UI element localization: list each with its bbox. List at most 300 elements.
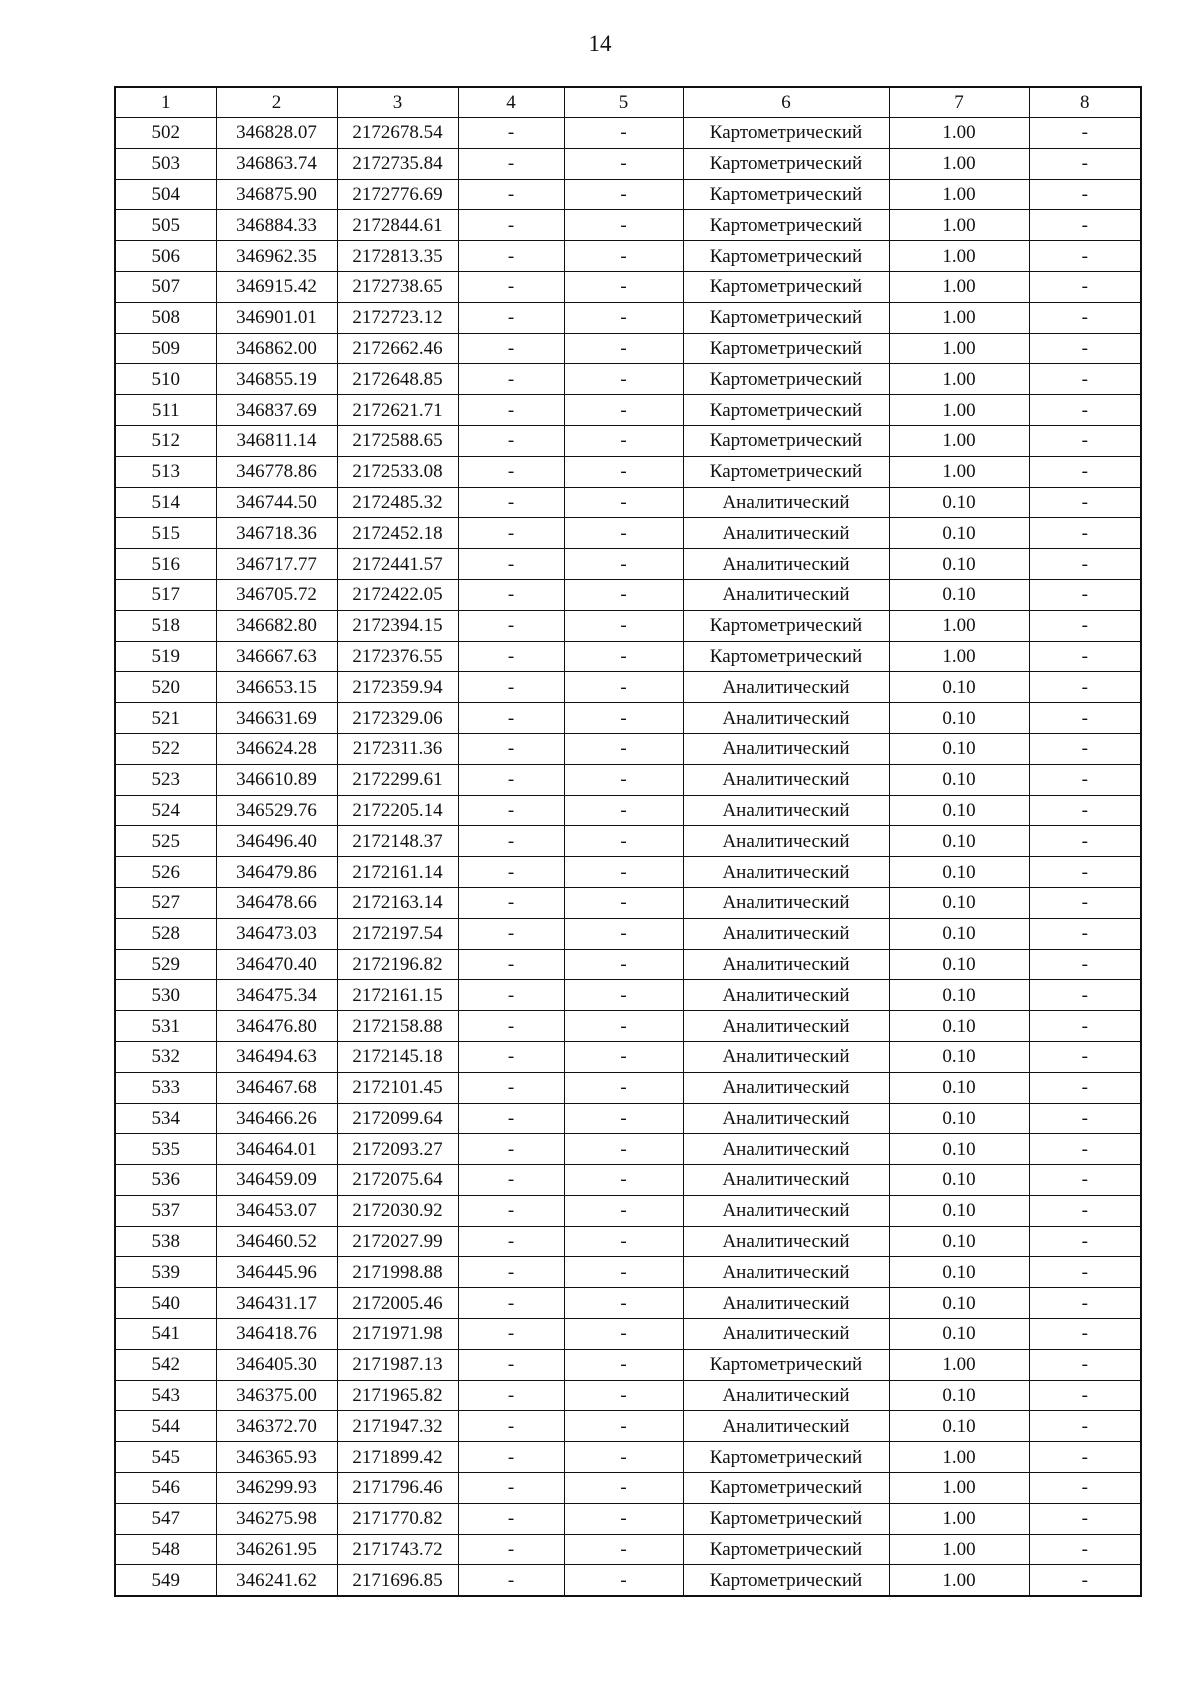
column-5-cell: - [564,887,683,918]
column-5-cell: - [564,1288,683,1319]
accuracy-cell: 0.10 [889,672,1029,703]
column-8-cell: - [1029,1103,1141,1134]
point-number-cell: 542 [115,1349,216,1380]
point-number-cell: 547 [115,1503,216,1534]
column-4-cell: - [458,1011,564,1042]
accuracy-cell: 0.10 [889,1103,1029,1134]
column-4-cell: - [458,949,564,980]
column-5-cell: - [564,949,683,980]
column-4-cell: - [458,549,564,580]
method-cell: Аналитический [683,1257,889,1288]
x-coordinate-cell: 346464.01 [216,1134,337,1165]
method-cell: Аналитический [683,703,889,734]
table-row [115,1226,1141,1257]
method-cell: Картометрический [683,1534,889,1565]
column-4-cell: - [458,703,564,734]
column-4-cell: - [458,733,564,764]
method-cell: Аналитический [683,1226,889,1257]
column-4-cell: - [458,857,564,888]
y-coordinate-cell: 2172588.65 [337,425,458,456]
column-header: 6 [683,87,889,118]
column-5-cell: - [564,395,683,426]
column-5-cell: - [564,1534,683,1565]
accuracy-cell: 0.10 [889,1288,1029,1319]
column-4-cell: - [458,302,564,333]
x-coordinate-cell: 346365.93 [216,1442,337,1473]
accuracy-cell: 1.00 [889,641,1029,672]
column-8-cell: - [1029,1534,1141,1565]
column-8-cell: - [1029,549,1141,580]
column-4-cell: - [458,118,564,149]
point-number-cell: 518 [115,610,216,641]
x-coordinate-cell: 346884.33 [216,210,337,241]
column-4-cell: - [458,1165,564,1196]
method-cell: Аналитический [683,733,889,764]
point-number-cell: 541 [115,1319,216,1350]
table-row [115,826,1141,857]
y-coordinate-cell: 2171965.82 [337,1380,458,1411]
column-5-cell: - [564,210,683,241]
column-4-cell: - [458,1473,564,1504]
column-5-cell: - [564,579,683,610]
column-4-cell: - [458,579,564,610]
y-coordinate-cell: 2171743.72 [337,1534,458,1565]
column-4-cell: - [458,210,564,241]
y-coordinate-cell: 2172101.45 [337,1072,458,1103]
column-4-cell: - [458,1380,564,1411]
x-coordinate-cell: 346855.19 [216,364,337,395]
accuracy-cell: 1.00 [889,1349,1029,1380]
method-cell: Картометрический [683,118,889,149]
x-coordinate-cell: 346682.80 [216,610,337,641]
method-cell: Аналитический [683,887,889,918]
y-coordinate-cell: 2171696.85 [337,1565,458,1596]
accuracy-cell: 1.00 [889,364,1029,395]
accuracy-cell: 1.00 [889,1565,1029,1596]
column-8-cell: - [1029,1226,1141,1257]
table-row [115,1411,1141,1442]
point-number-cell: 531 [115,1011,216,1042]
y-coordinate-cell: 2172163.14 [337,887,458,918]
method-cell: Аналитический [683,918,889,949]
table-row [115,487,1141,518]
column-4-cell: - [458,395,564,426]
y-coordinate-cell: 2172161.15 [337,980,458,1011]
column-5-cell: - [564,425,683,456]
column-8-cell: - [1029,949,1141,980]
point-number-cell: 528 [115,918,216,949]
table-row [115,579,1141,610]
x-coordinate-cell: 346418.76 [216,1319,337,1350]
y-coordinate-cell: 2172299.61 [337,764,458,795]
table-row [115,1165,1141,1196]
column-4-cell: - [458,1195,564,1226]
table-row [115,1534,1141,1565]
table-row [115,949,1141,980]
x-coordinate-cell: 346653.15 [216,672,337,703]
column-8-cell: - [1029,887,1141,918]
column-5-cell: - [564,148,683,179]
column-8-cell: - [1029,1380,1141,1411]
y-coordinate-cell: 2172093.27 [337,1134,458,1165]
table-row [115,1442,1141,1473]
x-coordinate-cell: 346705.72 [216,579,337,610]
column-5-cell: - [564,1257,683,1288]
table-row [115,271,1141,302]
accuracy-cell: 0.10 [889,1011,1029,1042]
column-5-cell: - [564,641,683,672]
column-8-cell: - [1029,1503,1141,1534]
table-row [115,1565,1141,1596]
y-coordinate-cell: 2171796.46 [337,1473,458,1504]
method-cell: Аналитический [683,764,889,795]
x-coordinate-cell: 346241.62 [216,1565,337,1596]
table-row [115,241,1141,272]
table-row [115,1134,1141,1165]
column-5-cell: - [564,1011,683,1042]
x-coordinate-cell: 346478.66 [216,887,337,918]
method-cell: Картометрический [683,1473,889,1504]
table-row [115,179,1141,210]
table-row [115,1257,1141,1288]
column-8-cell: - [1029,672,1141,703]
column-8-cell: - [1029,857,1141,888]
x-coordinate-cell: 346299.93 [216,1473,337,1504]
table-row [115,1072,1141,1103]
column-8-cell: - [1029,179,1141,210]
accuracy-cell: 0.10 [889,1134,1029,1165]
table-row [115,1503,1141,1534]
y-coordinate-cell: 2172158.88 [337,1011,458,1042]
point-number-cell: 538 [115,1226,216,1257]
method-cell: Картометрический [683,364,889,395]
accuracy-cell: 0.10 [889,518,1029,549]
column-4-cell: - [458,1288,564,1319]
column-5-cell: - [564,1072,683,1103]
accuracy-cell: 1.00 [889,148,1029,179]
point-number-cell: 533 [115,1072,216,1103]
x-coordinate-cell: 346744.50 [216,487,337,518]
column-4-cell: - [458,1072,564,1103]
x-coordinate-cell: 346261.95 [216,1534,337,1565]
column-5-cell: - [564,1195,683,1226]
x-coordinate-cell: 346275.98 [216,1503,337,1534]
accuracy-cell: 1.00 [889,302,1029,333]
method-cell: Аналитический [683,1041,889,1072]
column-5-cell: - [564,241,683,272]
x-coordinate-cell: 346466.26 [216,1103,337,1134]
column-5-cell: - [564,333,683,364]
point-number-cell: 545 [115,1442,216,1473]
point-number-cell: 507 [115,271,216,302]
column-8-cell: - [1029,1195,1141,1226]
column-4-cell: - [458,456,564,487]
column-5-cell: - [564,271,683,302]
method-cell: Картометрический [683,1442,889,1473]
method-cell: Картометрический [683,179,889,210]
x-coordinate-cell: 346631.69 [216,703,337,734]
point-number-cell: 535 [115,1134,216,1165]
column-5-cell: - [564,1380,683,1411]
column-4-cell: - [458,1041,564,1072]
accuracy-cell: 0.10 [889,1319,1029,1350]
accuracy-cell: 1.00 [889,395,1029,426]
column-5-cell: - [564,1226,683,1257]
column-5-cell: - [564,672,683,703]
column-5-cell: - [564,1565,683,1596]
y-coordinate-cell: 2171971.98 [337,1319,458,1350]
accuracy-cell: 1.00 [889,118,1029,149]
y-coordinate-cell: 2172359.94 [337,672,458,703]
x-coordinate-cell: 346375.00 [216,1380,337,1411]
table-row [115,518,1141,549]
accuracy-cell: 0.10 [889,887,1029,918]
accuracy-cell: 0.10 [889,549,1029,580]
x-coordinate-cell: 346445.96 [216,1257,337,1288]
table-row [115,302,1141,333]
table-row [115,1380,1141,1411]
point-number-cell: 532 [115,1041,216,1072]
accuracy-cell: 0.10 [889,826,1029,857]
x-coordinate-cell: 346405.30 [216,1349,337,1380]
column-5-cell: - [564,487,683,518]
column-4-cell: - [458,980,564,1011]
column-4-cell: - [458,918,564,949]
y-coordinate-cell: 2172027.99 [337,1226,458,1257]
point-number-cell: 510 [115,364,216,395]
method-cell: Аналитический [683,1380,889,1411]
method-cell: Аналитический [683,1134,889,1165]
method-cell: Аналитический [683,1103,889,1134]
table-row [115,733,1141,764]
accuracy-cell: 0.10 [889,1257,1029,1288]
column-8-cell: - [1029,148,1141,179]
table-row [115,703,1141,734]
column-4-cell: - [458,610,564,641]
column-8-cell: - [1029,1165,1141,1196]
y-coordinate-cell: 2172776.69 [337,179,458,210]
table-row [115,210,1141,241]
column-4-cell: - [458,764,564,795]
accuracy-cell: 1.00 [889,1442,1029,1473]
column-8-cell: - [1029,733,1141,764]
accuracy-cell: 1.00 [889,271,1029,302]
column-4-cell: - [458,826,564,857]
point-number-cell: 516 [115,549,216,580]
point-number-cell: 546 [115,1473,216,1504]
point-number-cell: 522 [115,733,216,764]
x-coordinate-cell: 346476.80 [216,1011,337,1042]
x-coordinate-cell: 346479.86 [216,857,337,888]
point-number-cell: 527 [115,887,216,918]
method-cell: Аналитический [683,549,889,580]
column-5-cell: - [564,1442,683,1473]
column-5-cell: - [564,364,683,395]
point-number-cell: 513 [115,456,216,487]
column-4-cell: - [458,333,564,364]
column-4-cell: - [458,487,564,518]
method-cell: Картометрический [683,610,889,641]
point-number-cell: 505 [115,210,216,241]
method-cell: Аналитический [683,518,889,549]
column-8-cell: - [1029,1473,1141,1504]
x-coordinate-cell: 346875.90 [216,179,337,210]
accuracy-cell: 0.10 [889,949,1029,980]
column-header: 4 [458,87,564,118]
method-cell: Картометрический [683,1503,889,1534]
column-8-cell: - [1029,1041,1141,1072]
x-coordinate-cell: 346717.77 [216,549,337,580]
point-number-cell: 511 [115,395,216,426]
column-5-cell: - [564,1411,683,1442]
column-5-cell: - [564,610,683,641]
column-8-cell: - [1029,1288,1141,1319]
method-cell: Картометрический [683,210,889,241]
column-5-cell: - [564,918,683,949]
column-8-cell: - [1029,1349,1141,1380]
method-cell: Аналитический [683,949,889,980]
x-coordinate-cell: 346863.74 [216,148,337,179]
column-header: 1 [115,87,216,118]
point-number-cell: 530 [115,980,216,1011]
x-coordinate-cell: 346862.00 [216,333,337,364]
point-number-cell: 506 [115,241,216,272]
y-coordinate-cell: 2172452.18 [337,518,458,549]
column-4-cell: - [458,148,564,179]
table-row [115,1288,1141,1319]
method-cell: Картометрический [683,456,889,487]
accuracy-cell: 0.10 [889,1165,1029,1196]
column-4-cell: - [458,425,564,456]
x-coordinate-cell: 346467.68 [216,1072,337,1103]
accuracy-cell: 0.10 [889,857,1029,888]
point-number-cell: 549 [115,1565,216,1596]
method-cell: Аналитический [683,795,889,826]
column-header: 7 [889,87,1029,118]
column-header: 5 [564,87,683,118]
y-coordinate-cell: 2172075.64 [337,1165,458,1196]
point-number-cell: 515 [115,518,216,549]
column-8-cell: - [1029,1411,1141,1442]
y-coordinate-cell: 2172844.61 [337,210,458,241]
x-coordinate-cell: 346496.40 [216,826,337,857]
column-5-cell: - [564,179,683,210]
point-number-cell: 508 [115,302,216,333]
point-number-cell: 537 [115,1195,216,1226]
point-number-cell: 525 [115,826,216,857]
method-cell: Аналитический [683,826,889,857]
column-4-cell: - [458,1319,564,1350]
y-coordinate-cell: 2172030.92 [337,1195,458,1226]
column-8-cell: - [1029,1565,1141,1596]
column-8-cell: - [1029,826,1141,857]
y-coordinate-cell: 2172723.12 [337,302,458,333]
column-4-cell: - [458,1134,564,1165]
y-coordinate-cell: 2172678.54 [337,118,458,149]
table-row [115,118,1141,149]
accuracy-cell: 0.10 [889,764,1029,795]
page-number: 14 [588,31,612,56]
x-coordinate-cell: 346460.52 [216,1226,337,1257]
column-4-cell: - [458,179,564,210]
column-4-cell: - [458,1226,564,1257]
method-cell: Аналитический [683,1072,889,1103]
column-8-cell: - [1029,1319,1141,1350]
method-cell: Картометрический [683,641,889,672]
column-4-cell: - [458,641,564,672]
column-8-cell: - [1029,302,1141,333]
method-cell: Картометрический [683,148,889,179]
y-coordinate-cell: 2172161.14 [337,857,458,888]
point-number-cell: 536 [115,1165,216,1196]
column-8-cell: - [1029,918,1141,949]
method-cell: Картометрический [683,1565,889,1596]
column-8-cell: - [1029,795,1141,826]
accuracy-cell: 1.00 [889,210,1029,241]
accuracy-cell: 0.10 [889,703,1029,734]
accuracy-cell: 0.10 [889,487,1029,518]
column-5-cell: - [564,980,683,1011]
y-coordinate-cell: 2172205.14 [337,795,458,826]
column-4-cell: - [458,1257,564,1288]
table-row [115,887,1141,918]
table-row [115,364,1141,395]
table-row [115,672,1141,703]
table-row [115,1011,1141,1042]
accuracy-cell: 0.10 [889,1226,1029,1257]
accuracy-cell: 1.00 [889,1534,1029,1565]
method-cell: Аналитический [683,1288,889,1319]
column-8-cell: - [1029,271,1141,302]
point-number-cell: 544 [115,1411,216,1442]
method-cell: Аналитический [683,672,889,703]
x-coordinate-cell: 346473.03 [216,918,337,949]
column-8-cell: - [1029,764,1141,795]
column-header: 8 [1029,87,1141,118]
method-cell: Картометрический [683,271,889,302]
table-row [115,764,1141,795]
column-8-cell: - [1029,456,1141,487]
y-coordinate-cell: 2172621.71 [337,395,458,426]
x-coordinate-cell: 346624.28 [216,733,337,764]
y-coordinate-cell: 2172441.57 [337,549,458,580]
column-5-cell: - [564,1349,683,1380]
table-row [115,148,1141,179]
method-cell: Картометрический [683,425,889,456]
accuracy-cell: 0.10 [889,795,1029,826]
x-coordinate-cell: 346529.76 [216,795,337,826]
column-5-cell: - [564,1165,683,1196]
column-5-cell: - [564,549,683,580]
point-number-cell: 523 [115,764,216,795]
x-coordinate-cell: 346811.14 [216,425,337,456]
column-4-cell: - [458,518,564,549]
x-coordinate-cell: 346372.70 [216,1411,337,1442]
point-number-cell: 519 [115,641,216,672]
method-cell: Аналитический [683,1195,889,1226]
column-8-cell: - [1029,1011,1141,1042]
table-row [115,641,1141,672]
x-coordinate-cell: 346915.42 [216,271,337,302]
y-coordinate-cell: 2172196.82 [337,949,458,980]
column-5-cell: - [564,1103,683,1134]
accuracy-cell: 1.00 [889,1473,1029,1504]
table-row [115,1103,1141,1134]
accuracy-cell: 1.00 [889,241,1029,272]
y-coordinate-cell: 2172533.08 [337,456,458,487]
y-coordinate-cell: 2171987.13 [337,1349,458,1380]
column-5-cell: - [564,302,683,333]
